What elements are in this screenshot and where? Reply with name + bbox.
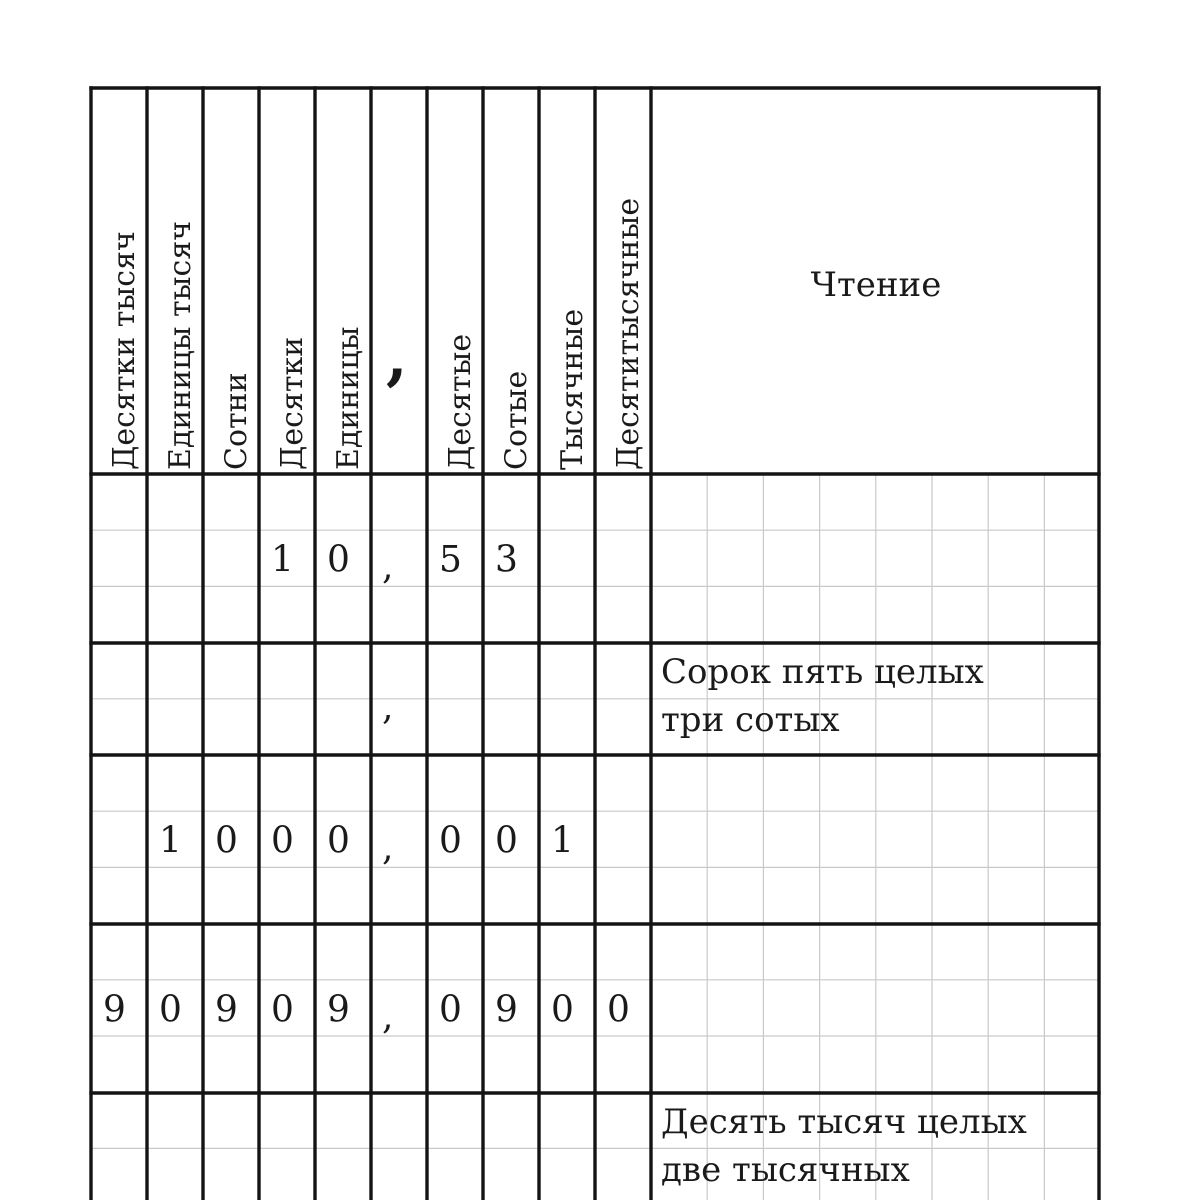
digit-cell: 5 <box>439 539 462 581</box>
reading-cell-line: Сорок пять целых <box>661 652 984 692</box>
table-frame <box>91 88 1099 1200</box>
digit-cell: 0 <box>607 989 630 1031</box>
reading-cell-line: две тысячных <box>661 1150 910 1190</box>
decimal-comma-cell: , <box>382 546 394 588</box>
digit-cell: 0 <box>271 989 294 1031</box>
digit-cell: 0 <box>159 989 182 1031</box>
digit-cell: 0 <box>551 989 574 1031</box>
column-header-tenths: Десятые <box>443 333 478 470</box>
decimal-comma-cell: , <box>382 687 394 728</box>
digit-cell: 9 <box>215 989 238 1031</box>
digit-cell: 0 <box>495 820 518 862</box>
digit-cell: 1 <box>159 820 182 862</box>
column-header-units: Единицы <box>331 326 366 470</box>
decimal-comma-cell: , <box>382 996 394 1038</box>
digit-cell: 0 <box>271 820 294 862</box>
digit-cell: 9 <box>103 989 126 1031</box>
digit-cell: 1 <box>271 539 294 581</box>
digit-cell: 0 <box>327 820 350 862</box>
column-header-hundredths: Сотые <box>499 370 534 470</box>
digit-cell: 1 <box>551 820 574 862</box>
column-header-thousandths: Тысячные <box>555 308 590 470</box>
digit-cell: 0 <box>439 820 462 862</box>
table-header <box>107 198 941 470</box>
column-header-tens-of-thousands: Десятки тысяч <box>107 231 142 470</box>
digit-cell: 9 <box>495 989 518 1031</box>
reading-cell-line: три сотых <box>661 700 840 740</box>
digit-cell: 0 <box>439 989 462 1031</box>
digit-cell: 3 <box>495 539 518 581</box>
digit-cell: 0 <box>327 539 350 581</box>
reading-cell-line: Десять тысяч целых <box>661 1102 1027 1142</box>
column-header-decimal-comma: , <box>386 320 408 393</box>
decimal-comma-cell: , <box>382 827 394 869</box>
column-header-tens: Десятки <box>275 336 310 470</box>
column-header-thousands: Единицы тысяч <box>163 220 198 470</box>
column-header-ten-thousandths: Десятитысячные <box>611 197 646 470</box>
column-header-hundreds: Сотни <box>219 372 254 470</box>
digit-cell: 0 <box>215 820 238 862</box>
digit-cell: 9 <box>327 989 350 1031</box>
reading-column-header: Чтение <box>810 265 942 305</box>
